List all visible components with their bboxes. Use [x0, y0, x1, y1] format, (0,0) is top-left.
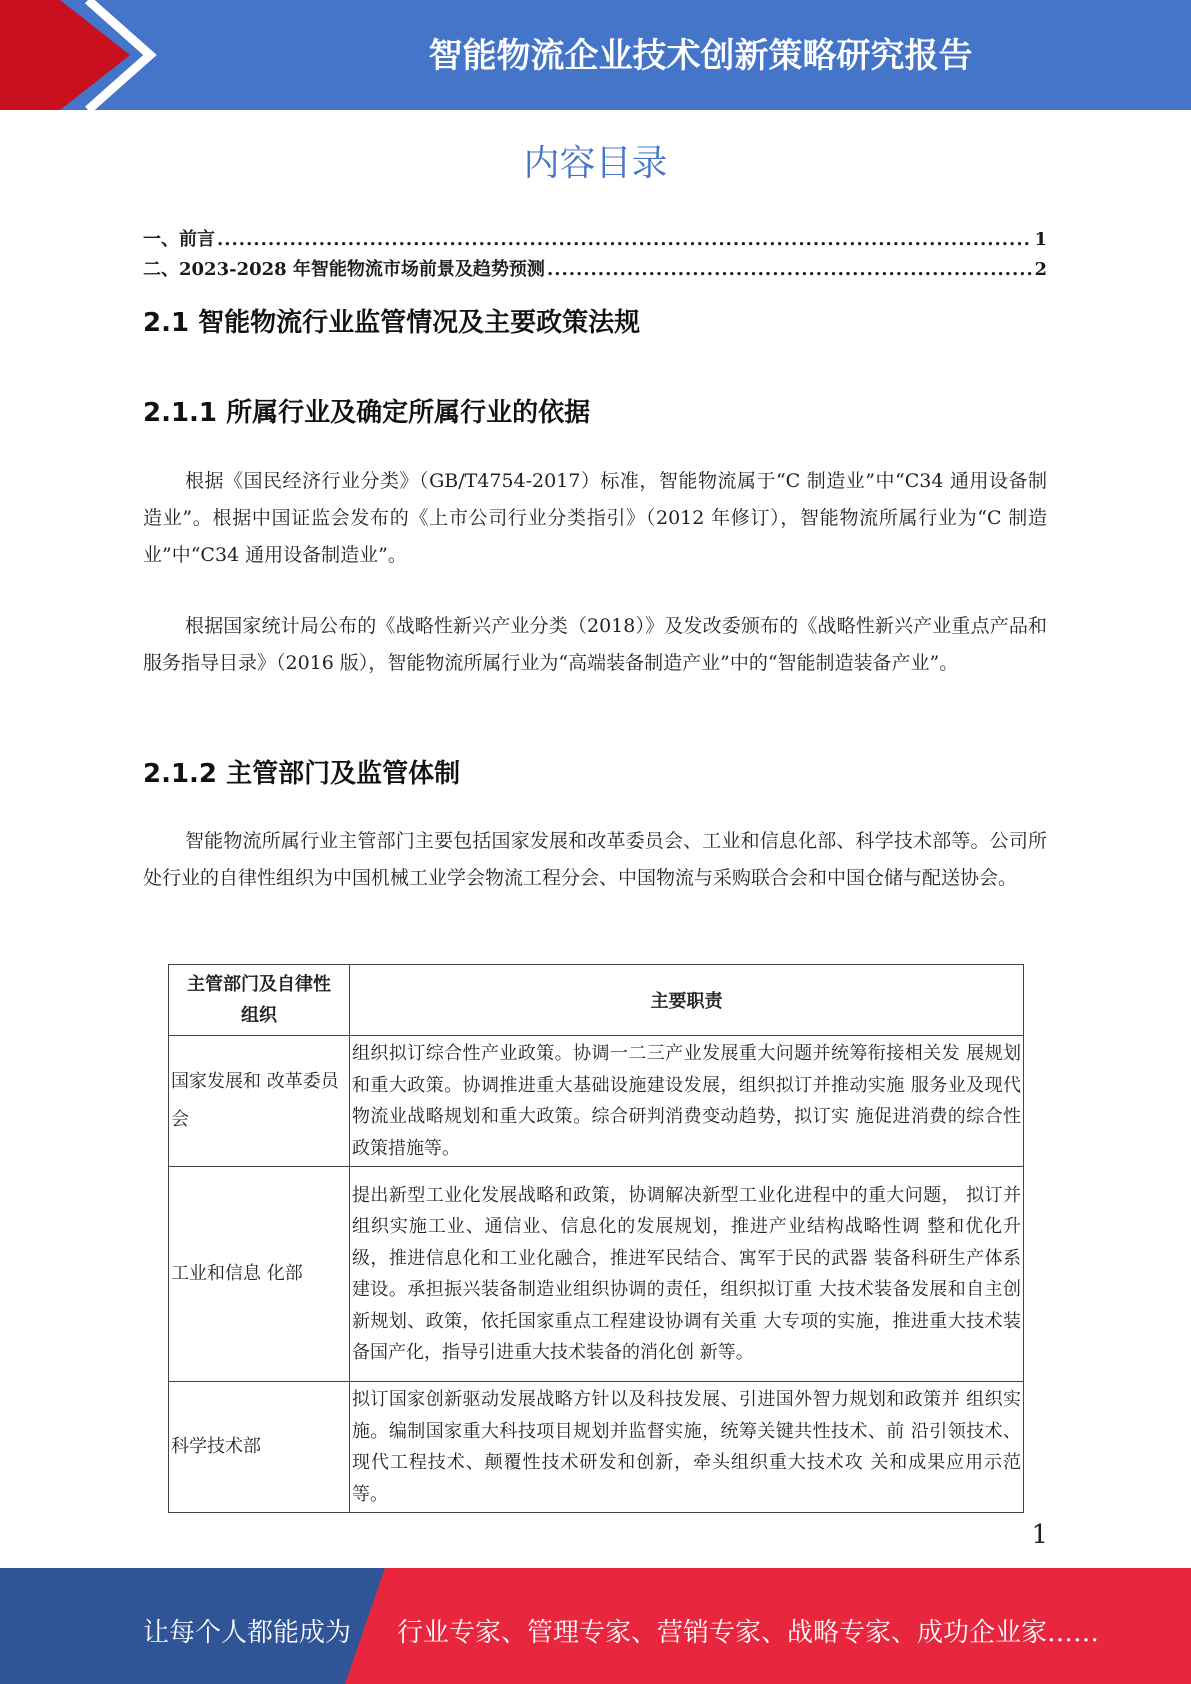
- toc-entry-page: 2: [1034, 259, 1047, 280]
- toc-entry-label: 一、前言: [143, 229, 215, 250]
- regulatory-authority-table: [168, 964, 1024, 1513]
- section-heading-2-1: 2.1 智能物流行业监管情况及主要政策法规: [143, 308, 641, 338]
- section-heading-2-1-2: 2.1.2 主管部门及监管体制: [143, 759, 461, 789]
- body-paragraph: 根据国家统计局公布的《战略性新兴产业分类（2018）》及发改委颁布的《战略性新兴产业重点产品和服务指导目录》（2016 版），智能物流所属行业为“高端装备制造产业”中的“智能制造装备产业”。: [143, 615, 1047, 674]
- section-heading-2-1-1: 2.1.1 所属行业及确定所属行业的依据: [143, 398, 591, 428]
- footer-slogan-left: 让每个人都能成为: [143, 1618, 352, 1648]
- column-header-dept: 主管部门及自律性组织: [169, 965, 350, 1036]
- header-arrow-graphic: [0, 0, 260, 110]
- toc-leader-dots: [547, 255, 1033, 285]
- table-row: [169, 1382, 1024, 1513]
- toc-entry-page: 1: [1034, 229, 1047, 250]
- table-of-contents: [143, 225, 1047, 285]
- dept-cell: 国家发展和 改革委员会: [169, 1036, 350, 1167]
- toc-title: 内容目录: [523, 143, 668, 184]
- duty-cell: 组织拟订综合性产业政策。协调一二三产业发展重大问题并统筹衔接相关发 展规划和重大政策。协调推进重大基础设施建设发展，组织拟订并推动实施 服务业及现代物流业战略规划和重大政策。综合研判消费变动趋势，拟订实 施促进消费的综合性政策措施等。: [350, 1036, 1024, 1167]
- column-header-duty: 主要职责: [350, 965, 1024, 1036]
- toc-entry[interactable]: [143, 255, 1047, 285]
- dept-cell: 科学技术部: [169, 1382, 350, 1513]
- dept-cell: 工业和信息 化部: [169, 1167, 350, 1382]
- body-paragraph: 智能物流所属行业主管部门主要包括国家发展和改革委员会、工业和信息化部、科学技术部等。公司所处行业的自律性组织为中国机械工业学会物流工程分会、中国物流与采购联合会和中国仓储与配送协会。: [143, 830, 1047, 889]
- toc-entry[interactable]: [143, 225, 1047, 255]
- toc-entry-label: 二、2023-2028 年智能物流市场前景及趋势预测: [143, 259, 545, 280]
- toc-leader-dots: [217, 225, 1032, 255]
- table-header-row: [169, 965, 1024, 1036]
- table-row: [169, 1167, 1024, 1382]
- table-row: [169, 1036, 1024, 1167]
- duty-cell: 拟订国家创新驱动发展战略方针以及科技发展、引进国外智力规划和政策并 组织实施。编制国家重大科技项目规划并监督实施，统筹关键共性技术、前 沿引领技术、现代工程技术、颠覆性技术研发和创新，牵头组织重大技术攻 关和成果应用示范等。: [350, 1382, 1024, 1513]
- page-number: 1: [1031, 1520, 1048, 1550]
- footer-slogan-right: 行业专家、管理专家、营销专家、战略专家、成功企业家……: [397, 1618, 1100, 1648]
- body-paragraph: 根据《国民经济行业分类》（GB/T4754-2017）标准，智能物流属于“C 制造业”中“C34 通用设备制造业”。根据中国证监会发布的《上市公司行业分类指引》（2012 年修订），智能物流所属行业为“C 制造业”中“C34 通用设备制造业”。: [143, 470, 1047, 566]
- report-title: 智能物流企业技术创新策略研究报告: [428, 36, 973, 76]
- duty-cell: 提出新型工业化发展战略和政策，协调解决新型工业化进程中的重大问题， 拟订并组织实施工业、通信业、信息化的发展规划，推进产业结构战略性调 整和优化升级，推进信息化和工业化融合，推进军民结合、寓军于民的武器 装备科研生产体系建设。承担振兴装备制造业组织协调的责任，组织拟订重 大技术装备发展和自主创新规划、政策，依托国家重点工程建设协调有关重 大专项的实施，推进重大技术装备国产化，指导引进重大技术装备的消化创 新等。: [350, 1167, 1024, 1382]
